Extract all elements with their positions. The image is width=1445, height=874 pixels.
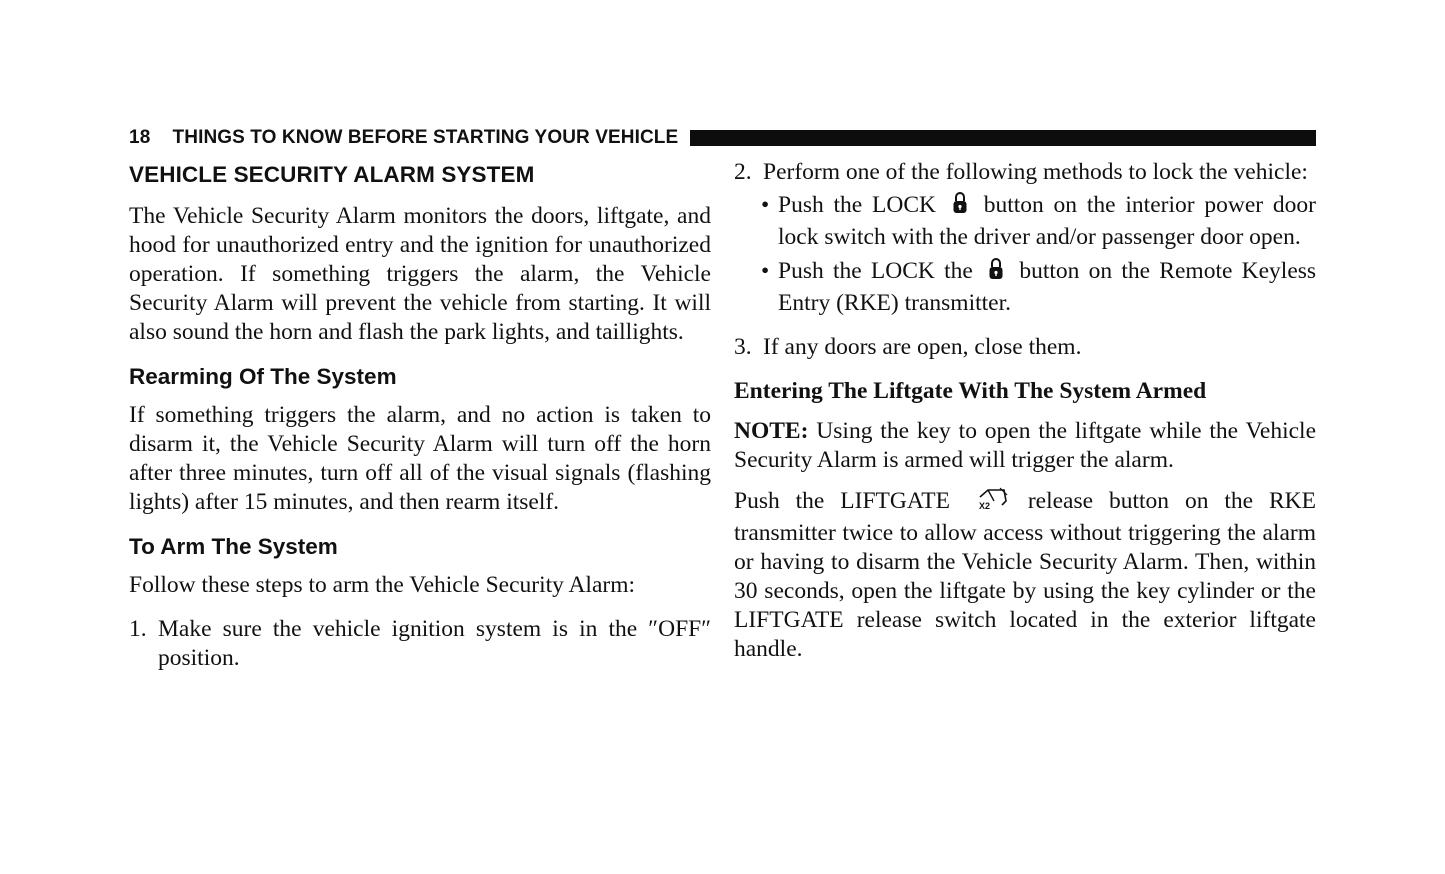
arm-intro: Follow these steps to arm the Vehicle Security Alarm: [129,572,636,598]
bullet-1 [761,191,1316,252]
step-3 [734,333,1316,362]
step-text: Make sure the vehicle ignition system is in the ″OFF″ position. [158,616,711,671]
step-number: 3. [734,334,752,360]
page-number: 18 [129,127,151,148]
step-1 [129,615,711,673]
left-column [129,158,711,687]
note-label: NOTE: [734,418,809,444]
header-rule [690,130,1316,146]
arm-heading: To Arm The System [129,534,338,559]
rearm-paragraph: If something triggers the alarm, and no action is taken to disarm it, the Vehicle Security Alarm will turn off the horn after three minutes, turn off all of the visual signals (flashing lights) after 15 minutes, and then rearm itself. [129,402,711,515]
step-number: 1. [129,616,147,642]
liftgate-release-icon [976,487,1010,519]
page-header [129,127,1316,149]
bullet-text-before: Push the LOCK [778,192,937,218]
note-paragraph [734,417,1316,475]
push-text-before: Push the LIFTGATE [734,488,950,514]
lock-icon [988,257,1004,289]
liftgate-heading: Entering The Liftgate With The System Armed [734,378,1207,404]
chapter-title: THINGS TO KNOW BEFORE STARTING YOUR VEHICLE [172,127,679,148]
bullet-dot: • [761,258,770,284]
lock-icon [952,191,968,223]
liftgate-paragraph [734,487,1316,664]
section-title: VEHICLE SECURITY ALARM SYSTEM [129,162,535,187]
step-text: Perform one of the following methods to lock the vehicle: [763,159,1308,185]
step-text: If any doors are open, close them. [763,334,1082,360]
icon-label: X2 [978,501,990,511]
push-text-after: release button on the RKE transmitter twice to allow access without triggering the alarm or having to disarm the Vehicle Security Alarm. Then, within 30 seconds, open the liftgate by using the key cylinder or the LIFTGATE release switch located in the exterior liftgate handle. [734,488,1317,662]
note-text: Using the key to open the liftgate while the Vehicle Security Alarm is armed will trigger the alarm. [734,418,1316,473]
bullet-dot: • [761,192,770,218]
rearm-heading: Rearming Of The System [129,364,397,389]
intro-paragraph: The Vehicle Security Alarm monitors the doors, liftgate, and hood for unauthorized entry and the ignition for unauthorized operation. If something triggers the alarm, the Vehicle Security Alarm will prevent the vehicle from starting. It will also sound the horn and flash the park lights, and taillights. [129,203,711,345]
bullet-text-after: button on the Remote Keyless Entry (RKE) transmitter. [778,258,1317,316]
bullet-text-before: Push the LOCK the [778,258,973,284]
step-2 [734,158,1316,187]
right-column [734,158,1316,679]
bullet-2 [761,257,1316,318]
bullet-text-after: button on the interior power door lock switch with the driver and/or passenger door open. [778,192,1317,250]
step-number: 2. [734,159,752,185]
